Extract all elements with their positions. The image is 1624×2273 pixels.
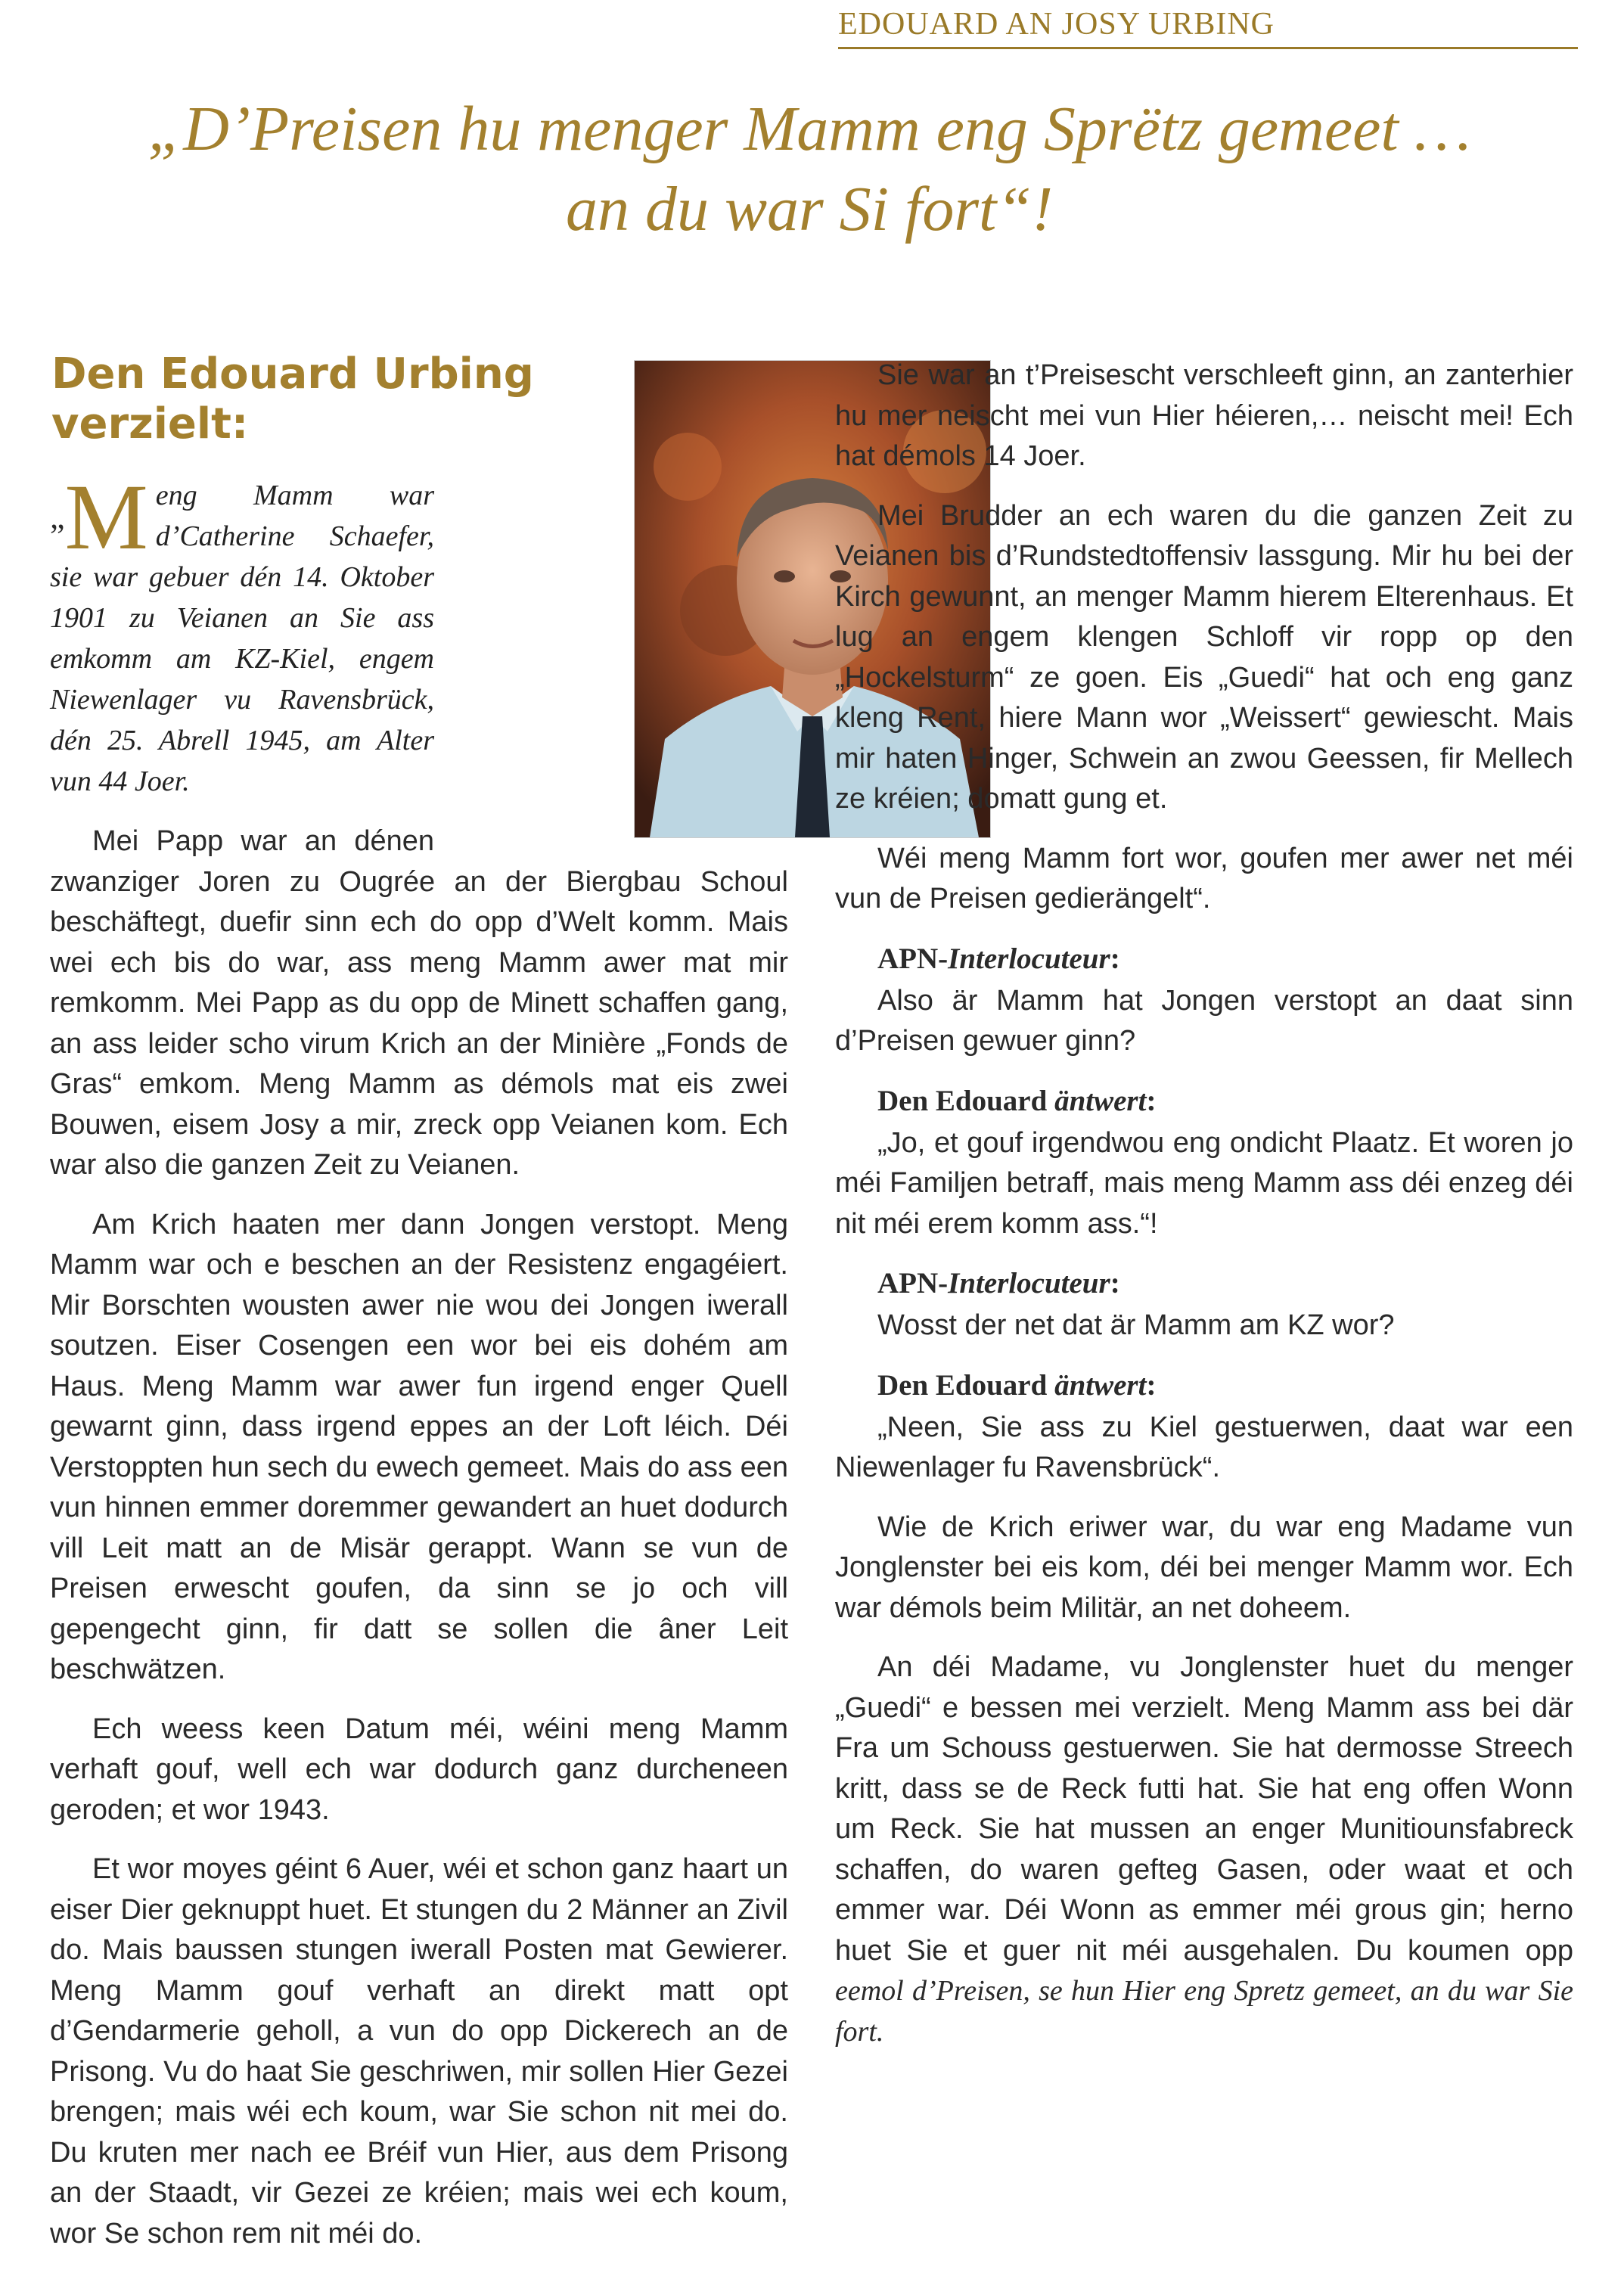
right-paragraph-5-italic: eemol d’Preisen, se hun Hier eng Spretz gemeet, an du war Sie fort. — [835, 1975, 1573, 2048]
speaker-interlocutor-2: APN-Interlocuteur: — [877, 1267, 1120, 1300]
right-column — [835, 356, 1573, 2071]
right-paragraph-4: Wie de Krich eriwer war, du war eng Madame vun Jonglenster bei eis kom, déi bei menger Mamm wor. Ech war démols beim Militär, an net doheem. — [835, 1511, 1573, 1624]
section-heading — [51, 349, 581, 449]
drop-cap-quote: „ — [50, 498, 65, 536]
photo-placeholder — [434, 471, 788, 827]
speaker-edouard-2: Den Edouard äntwert: — [877, 1368, 1157, 1402]
right-paragraph-3: Wéi meng Mamm fort wor, goufen mer awer net méi vun de Preisen gedierängelt“. — [835, 842, 1573, 914]
speaker-interlocutor: APN-Interlocuteur: — [877, 942, 1120, 975]
left-paragraph-3: Ech weess keen Datum méi, wéini meng Mamm verhaft gouf, well ech war dodurch ganz durcheneen geroden; et wor 1943. — [50, 1713, 788, 1826]
drop-cap-letter: M — [64, 465, 148, 569]
section-heading-line-2: verzielt: — [51, 399, 249, 449]
headline-line-1: „D’Preisen hu menger Mamm eng Sprëtz gemeet … — [147, 94, 1471, 164]
question-1: Also är Mamm hat Jongen verstopt an daat sinn d’Preisen gewuer ginn? — [835, 984, 1573, 1057]
right-paragraph-2: Mei Brudder an ech waren du die ganzen Zeit zu Veianen bis d’Rundstedtoffensiv lassgung. Mir hu bei der Kirch gewunnt, an menger Mamm hierem Elterenhaus. Et lug an engem klengen Schloff vir ropp op den „Hockelsturm“ ze goen. Eis „Guedi“ hat och eng ganz kleng Rent, hiere Mann wor „Weissert“ gewiescht. Mais mir haten Hinger, Schwein an zwou Geessen, fir Mellech ze kréien; domatt gung et. — [835, 499, 1573, 815]
left-column — [50, 465, 788, 2273]
right-paragraph-1: Sie war an t’Preisescht verschleeft ginn, an zanterhier hu mer neischt mei vun Hier héieren,… neischt mei! Ech hat démols 14 Joer. — [835, 359, 1573, 472]
section-heading-line-1: Den Edouard Urbing — [51, 349, 534, 399]
right-paragraph-5-main: An déi Madame, vu Jonglenster huet du menger „Guedi“ e bessen mei verzielt. Meng Mamm ass bei där Fra um Schouss gestuerwen. Sie hat dermosse Streech kritt, dass se de Reck futti hat. Sie hat eng offen Wonn um Reck. Sie hat mussen an enger Munitiounsfabreck schaffen, do waren gefteg Gasen, oder waat et och emmer war. Déi Wonn as emmer méi grous gin; herno huet Sie et guer nit méi ausgehalen. Du koumen opp — [835, 1651, 1573, 1967]
page-headline — [91, 89, 1528, 250]
headline-line-2: an du war Si fort“! — [565, 174, 1054, 244]
left-paragraph-2: Am Krich haaten mer dann Jongen verstopt. Meng Mamm war och e beschen an der Resistenz engagéiert. Mir Borschten wousten awer nie wou dei Jongen iwerall soutzen. Eiser Cosengen een wor bei eis dohém am Haus. Meng Mamm war awer fun irgend enger Quell gewarnt ginn, dass irgend eppes an der Loft léich. Déi Verstoppten hun sech du ewech gemeet. Mais do ass een vun hinnen emmer doremmer gewandert an huet dodurch vill Leit matt an de Misär gerappt. Wann se vun de Preisen erwescht goufen, da sinn se jo och vill gepengecht ginn, fir datt se sollen die âner Leit beschwätzen. — [50, 1208, 788, 1685]
intro-text: eng Mamm war d’Catherine Schaefer, sie war gebuer dén 14. Oktober 1901 zu Veianen an Sie ass emkomm am KZ-Kiel, engem Niewenlager vu Ravensbrück, dén 25. Abrell 1945, am Alter vun 44 Joer. — [50, 480, 434, 797]
left-paragraph-4: Et wor moyes géint 6 Auer, wéi et schon ganz haart un eiser Dier geknuppt huet. Et stungen du 2 Männer an Zivil do. Mais baussen stungen iwerall Posten mat Gewierer. Meng Mamm gouf verhaft an direkt matt opt d’Gendarmerie geholl, a vun do opp Dickerech an de Prisong. Vu do haat Sie geschriwen, mir sollen Hier Gezei brengen; mais wéi ech koum, war Sie schon nit mei do. Du kruten mer nach ee Bréif vun Hier, aus dem Prisong an der Staadt, vir Gezei ze kréien; mais wei ech koum, wor Se schon rem nit méi do. — [50, 1853, 788, 2250]
answer-2: „Neen, Sie ass zu Kiel gestuerwen, daat war een Niewenlager fu Ravensbrück“. — [835, 1411, 1573, 1483]
right-paragraph-5 — [835, 1647, 1573, 2052]
question-2: Wosst der net dat är Mamm am KZ wor? — [877, 1309, 1395, 1341]
answer-1: „Jo, et gouf irgendwou eng ondicht Plaatz. Et woren jo méi Familjen betraff, mais meng Mamm ass déi enzeg déi nit méi erem komm ass.“! — [835, 1126, 1573, 1240]
left-paragraph-1: Mei Papp war an dénen zwanziger Joren zu Ougrée an der Biergbau Schoul beschäftegt, duefir sinn ech do opp d’Welt komm. Mais wei ech bis do war, ass meng Mamm awer mat mir remkomm. Mei Papp as du opp de Minett schaffen gang, an ass leider scho virum Krich an der Minière „Fonds de Gras“ emkom. Meng Mamm as démols mat eis zwei Bouwen, eisem Josy a mir, zreck opp Veianen kom. Ech war also die ganzen Zeit zu Veianen. — [50, 825, 788, 1181]
section-header-tag: EDOUARD AN JOSY URBING — [838, 6, 1578, 49]
drop-cap — [50, 465, 148, 569]
speaker-edouard: Den Edouard äntwert: — [877, 1084, 1157, 1117]
